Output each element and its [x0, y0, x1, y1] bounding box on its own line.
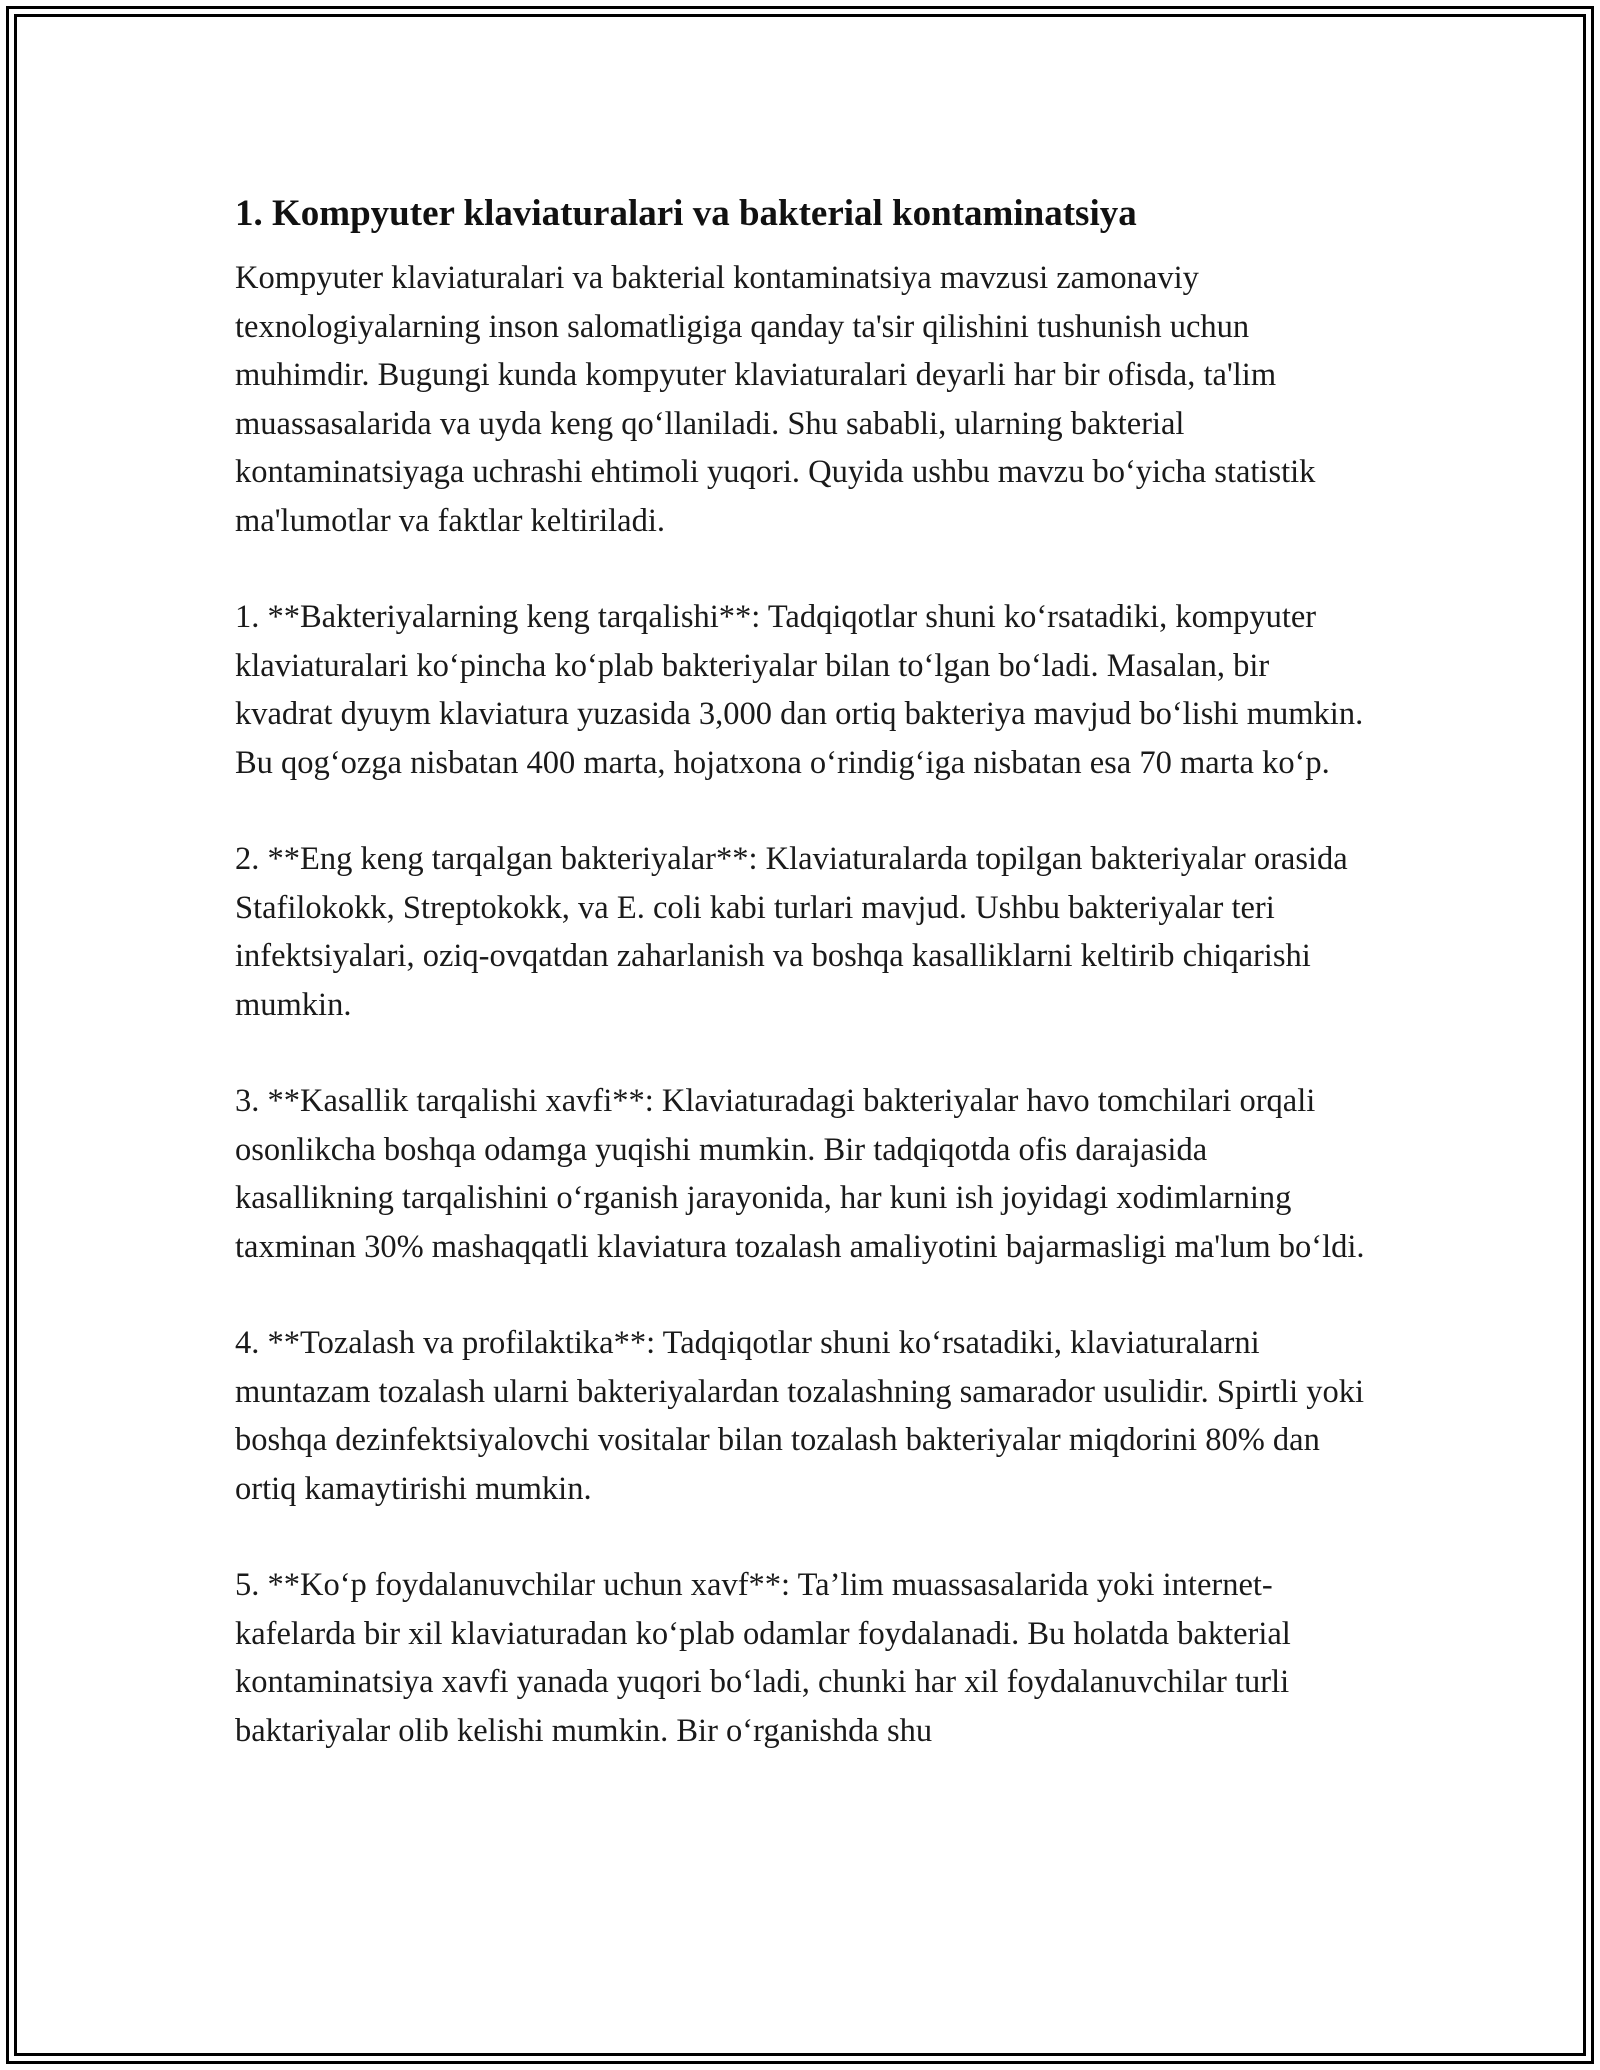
point-5-paragraph: 5. **Ko‘p foydalanuvchilar uchun xavf**: Ta’lim muassasalarida yoki internet-kafelarda bir xil klaviaturadan ko‘plab odamlar foydalanadi. Bu holatda bakterial kontaminatsiya xavfi yanada yuqori bo‘ladi, chunki har xil foydalanuvchilar turli baktariyalar olib kelishi mumkin. Bir o‘rganishda shu — [235, 1567, 1291, 1749]
point-1-paragraph: 1. **Bakteriyalarning keng tarqalishi**: Tadqiqotlar shuni ko‘rsatadiki, kompyuter klaviaturalari ko‘pincha ko‘plab bakteriyalar bilan to‘lgan bo‘ladi. Masalan, bir kvadrat dyuym klaviatura yuzasida 3,000 dan ortiq bakteriya mavjud bo‘lishi mumkin. Bu qog‘ozga nisbatan 400 marta, hojatxona o‘rindig‘iga nisbatan esa 70 marta ko‘p. — [235, 599, 1364, 781]
point-3-paragraph: 3. **Kasallik tarqalishi xavfi**: Klaviaturadagi bakteriyalar havo tomchilari orqali osonlikcha boshqa odamga yuqishi mumkin. Bir tadqiqotda ofis darajasida kasallikning tarqalishini o‘rganish jarayonida, har kuni ish joyidagi xodimlarning taxminan 30% mashaqqatli klaviatura tozalash amaliyotini bajarmasligi ma'lum bo‘ldi. — [235, 1083, 1365, 1265]
section-heading: 1. Kompyuter klaviaturalari va bakterial kontaminatsiya — [235, 193, 1137, 234]
point-2-paragraph: 2. **Eng keng tarqalgan bakteriyalar**: Klaviaturalarda topilgan bakteriyalar orasida Stafilokokk, Streptokokk, va E. coli kabi turlari mavjud. Ushbu bakteriyalar teri infektsiyalari, oziq-ovqatdan zaharlanish va boshqa kasalliklarni keltirib chiqarishi mumkin. — [235, 841, 1348, 1023]
document-body — [235, 186, 1365, 1803]
point-4-paragraph: 4. **Tozalash va profilaktika**: Tadqiqotlar shuni ko‘rsatadiki, klaviaturalarni muntazam tozalash ularni bakteriyalardan tozalashning samarador usulidir. Spirtli yoki boshqa dezinfektsiyalovchi vositalar bilan tozalash bakteriyalar miqdorini 80% dan ortiq kamaytirishi mumkin. — [235, 1325, 1365, 1507]
intro-paragraph: Kompyuter klaviaturalari va bakterial kontaminatsiya mavzusi zamonaviy texnologiyalarning inson salomatligiga qanday ta'sir qilishini tushunish uchun muhimdir. Bugungi kunda kompyuter klaviaturalari deyarli har bir ofisda, ta'lim muassasalarida va uyda keng qo‘llaniladi. Shu sababli, ularning bakterial kontaminatsiyaga uchrashi ehtimoli yuqori. Quyida ushbu mavzu bo‘yicha statistik ma'lumotlar va faktlar keltiriladi. — [235, 260, 1316, 539]
